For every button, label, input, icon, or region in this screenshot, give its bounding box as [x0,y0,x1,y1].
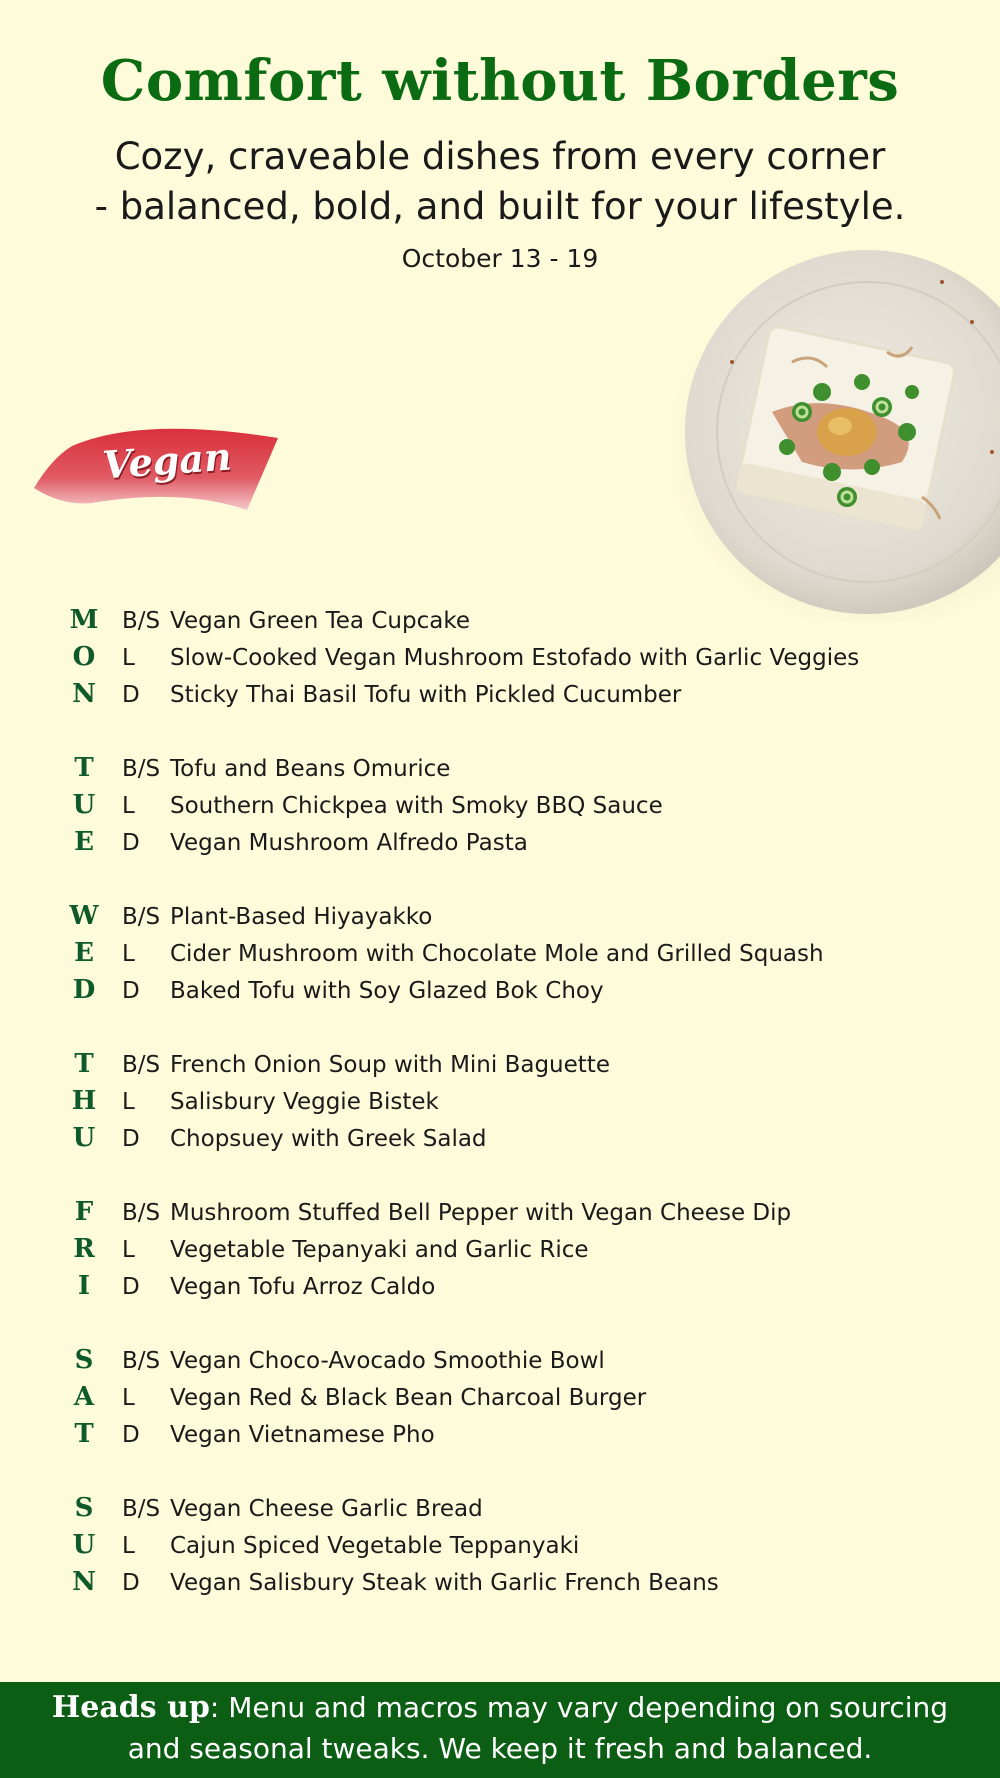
vegan-badge [32,418,282,518]
meal-code: L [122,1089,135,1115]
meal-item: Vegan Vietnamese Pho [170,1422,435,1448]
day-letter: O [72,642,96,672]
meal-item: Cajun Spiced Vegetable Teppanyaki [170,1533,580,1559]
day-letter: F [74,1197,94,1227]
day-block-sun [66,1493,966,1613]
meal-code: D [122,830,140,856]
meal-code: L [122,1533,135,1559]
meal-code: D [122,1422,140,1448]
day-block-fri [66,1197,966,1317]
meal-item: Vegan Green Tea Cupcake [170,608,470,634]
day-letter: S [74,1493,94,1523]
day-letter: E [74,938,94,968]
day-letter: U [72,1123,96,1153]
meal-item: Vegetable Tepanyaki and Garlic Rice [170,1237,589,1263]
meal-item: Vegan Cheese Garlic Bread [170,1496,483,1522]
meal-code: L [122,645,135,671]
meal-code: D [122,1126,140,1152]
day-letter: A [73,1382,95,1412]
meal-code: D [122,1570,140,1596]
meal-code: B/S [122,904,161,930]
meal-code: B/S [122,756,161,782]
footer-line-1 [0,1690,1000,1725]
meal-item: Salisbury Veggie Bistek [170,1089,439,1115]
day-block-mon [66,605,966,725]
day-letter: U [72,790,96,820]
day-letter: T [74,753,94,783]
meal-code: B/S [122,1496,161,1522]
footer-line-1-text: : Menu and macros may vary depending on sourcing [209,1691,949,1724]
meal-code: D [122,1274,140,1300]
meal-item: Plant-Based Hiyayakko [170,904,433,930]
date-range: October 13 - 19 [401,244,599,273]
day-letter: N [72,1567,96,1597]
meal-item: Chopsuey with Greek Salad [170,1126,487,1152]
meal-item: Vegan Tofu Arroz Caldo [170,1274,436,1300]
day-letter: W [69,901,99,931]
footer-heading: Heads up [51,1690,210,1725]
subtitle [60,132,940,232]
footer-notice [0,1682,1000,1778]
day-letter: N [72,679,96,709]
meal-item: Baked Tofu with Soy Glazed Bok Choy [170,978,604,1004]
meal-code: B/S [122,1200,161,1226]
subtitle-line-1: Cozy, craveable dishes from every corner [114,135,886,178]
meal-item: French Onion Soup with Mini Baguette [170,1052,610,1078]
day-letter: D [72,975,96,1005]
day-letter: E [74,827,94,857]
meal-code: B/S [122,1348,161,1374]
meal-item: Vegan Red & Black Bean Charcoal Burger [170,1385,647,1411]
day-letter: M [69,605,99,635]
day-letter: T [74,1049,94,1079]
day-letter: R [73,1234,95,1264]
meal-code: D [122,978,140,1004]
meal-code: D [122,682,140,708]
day-block-thu [66,1049,966,1169]
meal-item: Mushroom Stuffed Bell Pepper with Vegan Cheese Dip [170,1200,792,1226]
meal-item: Vegan Salisbury Steak with Garlic French Beans [170,1570,719,1596]
day-block-sat [66,1345,966,1465]
day-block-wed [66,901,966,1021]
day-letter: I [77,1271,91,1301]
meal-item: Slow-Cooked Vegan Mushroom Estofado with Garlic Veggies [170,645,860,671]
day-block-tue [66,753,966,873]
meal-code: B/S [122,608,161,634]
meal-code: L [122,793,135,819]
meal-code: L [122,1237,135,1263]
tofu-dish-image [672,242,1000,622]
meal-code: L [122,941,135,967]
meal-item: Tofu and Beans Omurice [170,756,451,782]
day-letter: H [71,1086,97,1116]
page-title: Comfort without Borders [100,48,900,114]
day-letter: T [74,1419,94,1449]
meal-item: Vegan Mushroom Alfredo Pasta [170,830,528,856]
vegan-badge-label: Vegan [101,433,233,488]
meal-item: Cider Mushroom with Chocolate Mole and Grilled Squash [170,941,824,967]
meal-item: Sticky Thai Basil Tofu with Pickled Cucumber [170,682,682,708]
subtitle-line-2: - balanced, bold, and built for your lifestyle. [94,185,906,228]
meal-code: B/S [122,1052,161,1078]
day-letter: S [74,1345,94,1375]
footer-line-2: and seasonal tweaks. We keep it fresh and balanced. [127,1732,873,1765]
day-letter: U [72,1530,96,1560]
meal-item: Vegan Choco-Avocado Smoothie Bowl [170,1348,605,1374]
meal-item: Southern Chickpea with Smoky BBQ Sauce [170,793,663,819]
meal-code: L [122,1385,135,1411]
